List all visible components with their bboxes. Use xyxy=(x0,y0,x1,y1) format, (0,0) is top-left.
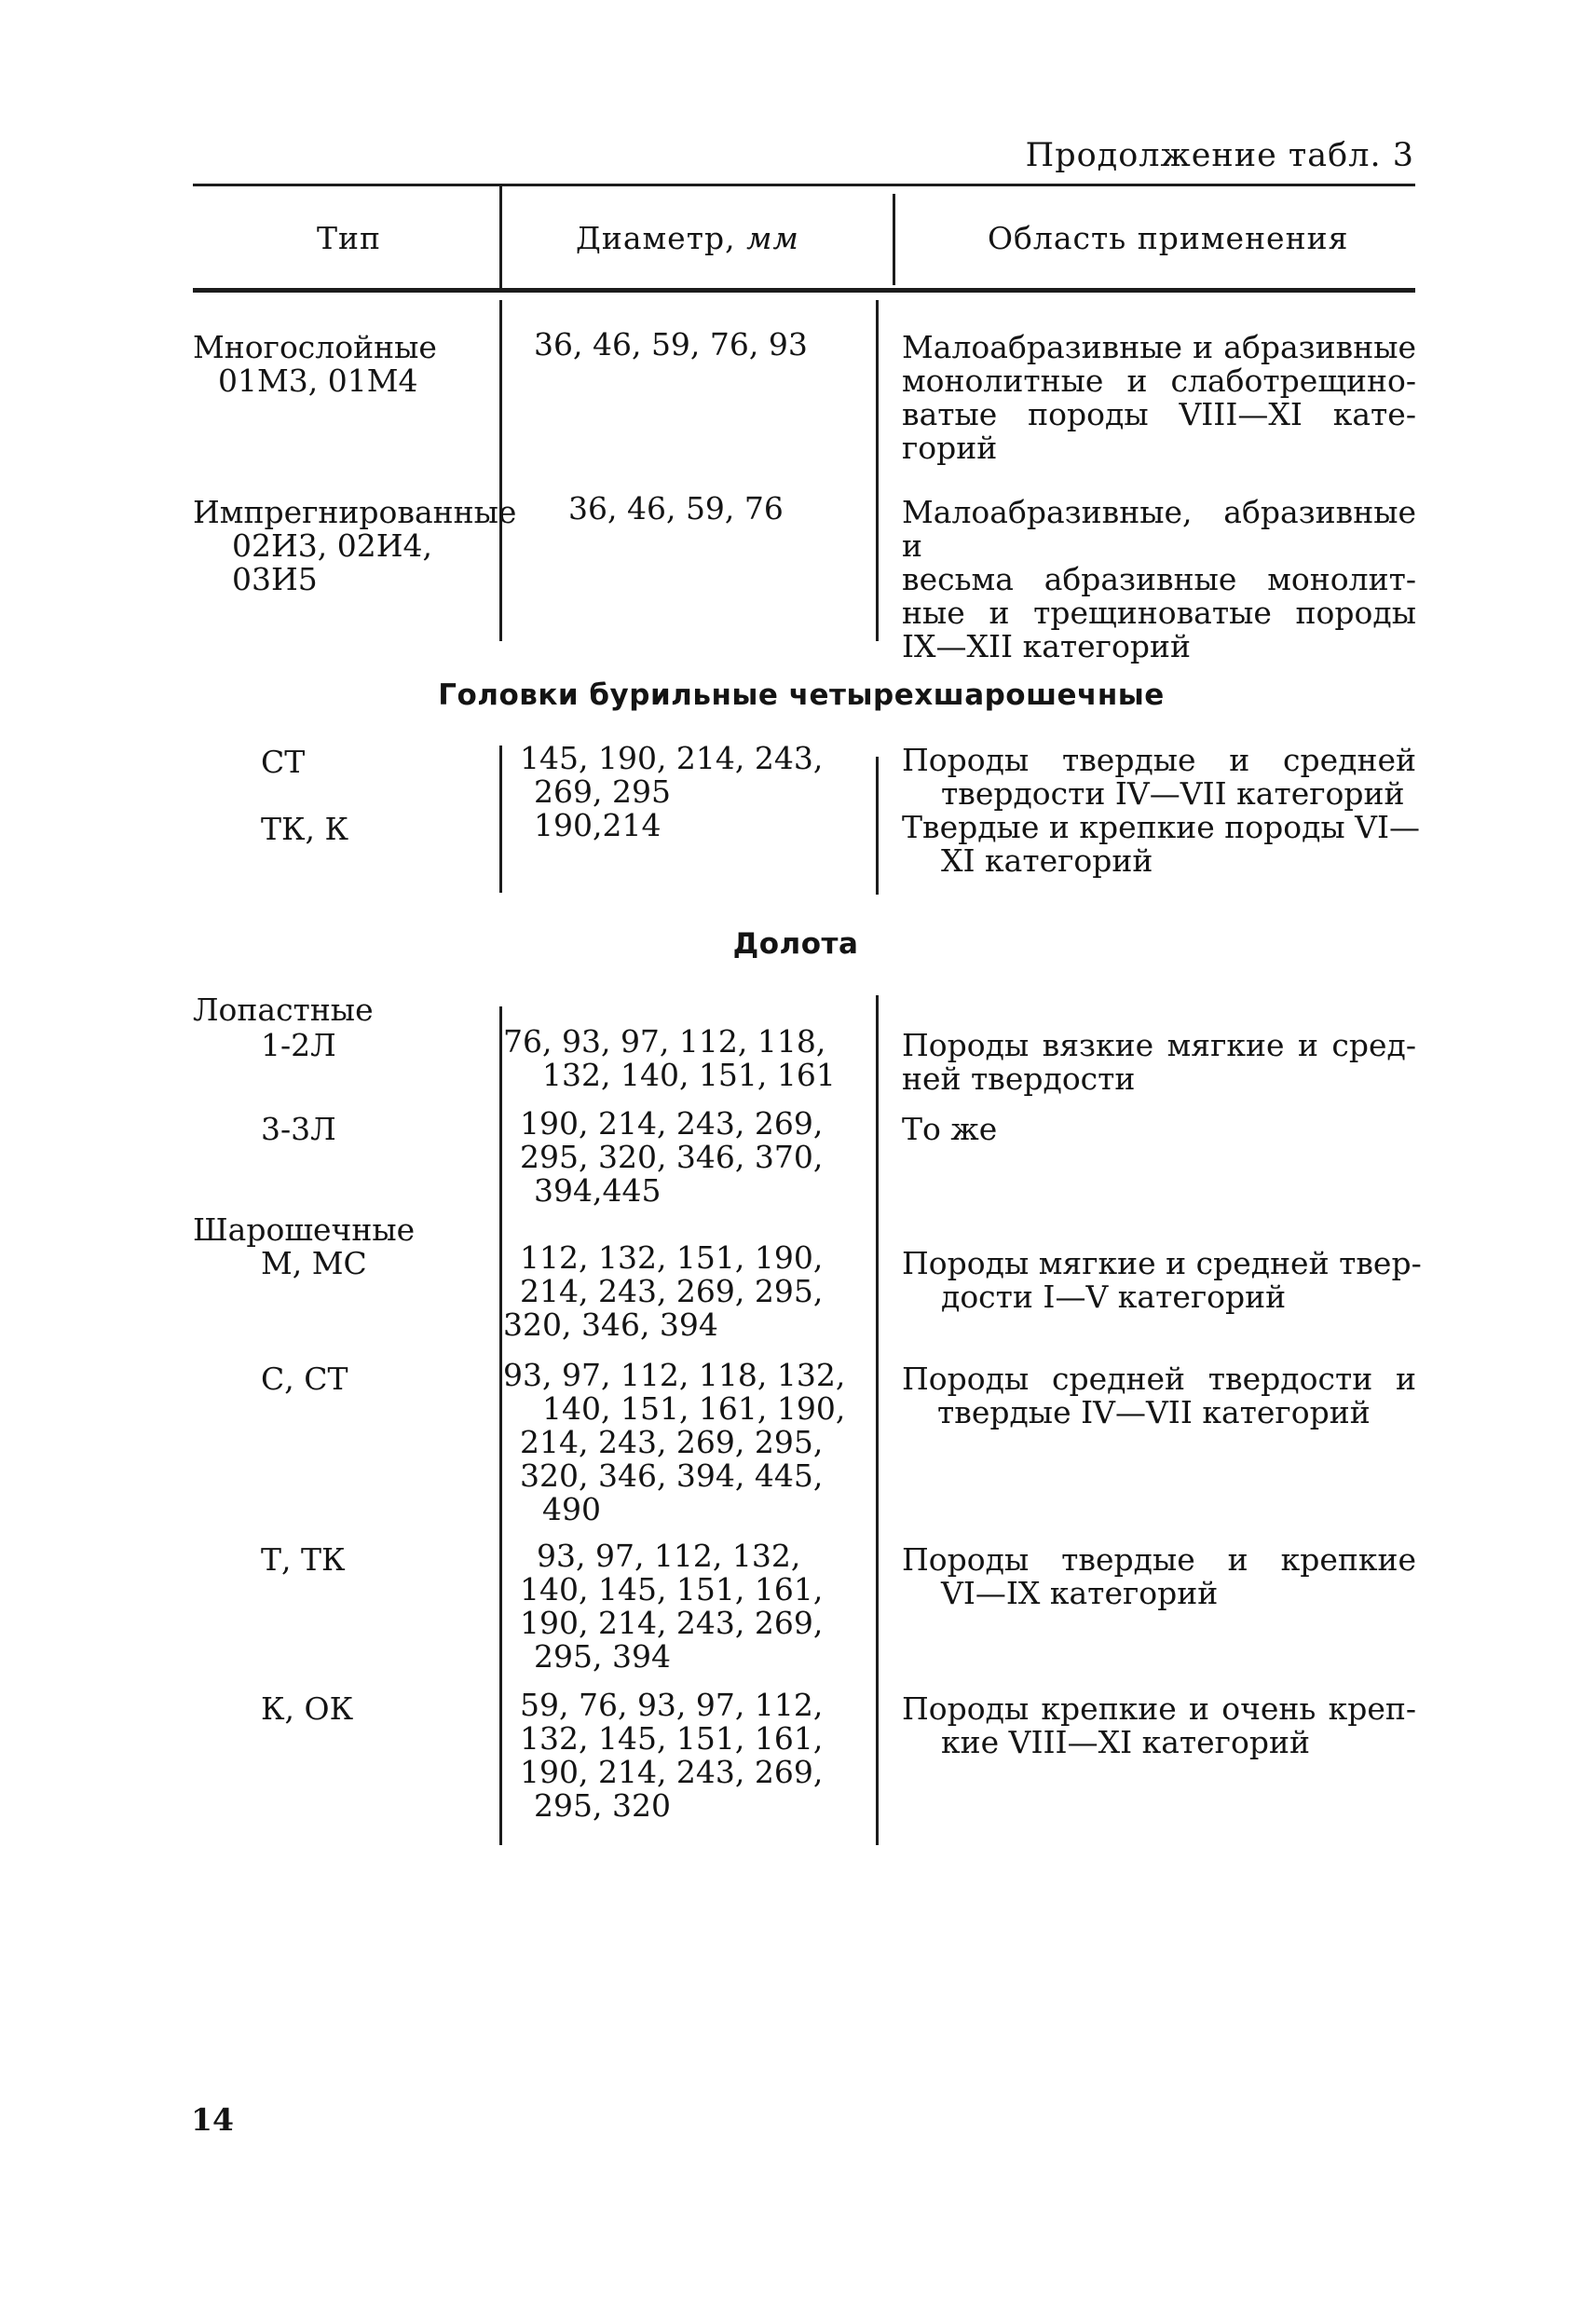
row-k-ok-diameter: 59, 76, 93, 97, 112, 132, 145, 151, 161, 190, 214, 243, 269, 295, 320 xyxy=(520,1687,824,1824)
group-blade-label: Лопастные xyxy=(193,992,374,1028)
row-s-st-type: С, СТ xyxy=(261,1361,348,1397)
table-caption: Продолжение табл. 3 xyxy=(1025,137,1414,174)
column-rule xyxy=(876,300,879,641)
row-st-diameter: 145, 190, 214, 243, 269, 295 xyxy=(520,740,824,810)
row-k-ok-application: Породы крепкие и очень креп- кие VIII—XI категорий xyxy=(902,1690,1416,1760)
row-3-3l-type: 3-3Л xyxy=(261,1111,336,1147)
header-divider-2 xyxy=(893,194,895,285)
row-s-st-application: Породы средней твердости и твердые IV—VII категорий xyxy=(902,1361,1416,1430)
header-diameter: Диаметр, мм xyxy=(576,220,799,256)
group-roller-label: Шарошечные xyxy=(193,1211,416,1248)
header-divider-1 xyxy=(499,186,502,288)
header-type: Тип xyxy=(317,220,381,256)
row-impregnated-application: Малоабразивные, абразивные и весьма абразивные монолит- ные и трещиноватые породы IX—XII категорий xyxy=(902,494,1416,664)
column-rule xyxy=(876,995,879,1845)
section-heading-drill-heads: Головки бурильные четырехшарошечные xyxy=(438,678,1165,712)
row-1-2l-diameter: 76, 93, 97, 112, 118, 132, 140, 151, 161 xyxy=(503,1023,836,1093)
row-impregnated-type: Импрегнированные 02И3, 02И4, 03И5 xyxy=(193,494,517,597)
row-t-tk-application: Породы твердые и крепкие VI—IX категорий xyxy=(902,1541,1416,1611)
row-3-3l-application: То же xyxy=(902,1111,998,1147)
header-bottom-rule xyxy=(193,288,1415,293)
row-tk-k-application: Твердые и крепкие породы VI— XI категорий xyxy=(902,809,1421,879)
row-t-tk-type: Т, ТК xyxy=(261,1541,346,1578)
row-multilayer-diameter: 36, 46, 59, 76, 93 xyxy=(534,326,808,363)
page-number: 14 xyxy=(191,2101,234,2138)
row-k-ok-type: К, ОК xyxy=(261,1690,354,1727)
header-application: Область применения xyxy=(988,220,1349,256)
row-1-2l-type: 1-2Л xyxy=(261,1027,336,1063)
row-1-2l-application: Породы вязкие мягкие и сред- ней твердости xyxy=(902,1027,1416,1097)
header-top-rule xyxy=(193,184,1415,186)
section-heading-bits: Долота xyxy=(732,927,859,961)
row-multilayer-type: Многослойные 01М3, 01М4 xyxy=(193,329,437,399)
column-rule xyxy=(499,1006,502,1845)
row-tk-k-type: ТК, К xyxy=(261,811,349,847)
row-t-tk-diameter: 93, 97, 112, 132, 140, 145, 151, 161, 190, 214, 243, 269, 295, 394 xyxy=(520,1538,824,1675)
row-m-ms-diameter: 112, 132, 151, 190, 214, 243, 269, 295, 320, 346, 394 xyxy=(503,1239,824,1343)
column-rule xyxy=(876,757,879,895)
row-multilayer-application: Малоабразивные и абразивные монолитные и слаботрещино- ватые породы VIII—XI кате- горий xyxy=(902,329,1416,466)
row-st-application: Породы твердые и средней твердости IV—VII категорий xyxy=(902,742,1416,812)
row-tk-k-diameter: 190,214 xyxy=(534,807,662,843)
row-m-ms-type: М, МС xyxy=(261,1245,367,1281)
row-s-st-diameter: 93, 97, 112, 118, 132, 140, 151, 161, 190, 214, 243, 269, 295, 320, 346, 394, 445, 490 xyxy=(503,1357,846,1527)
row-m-ms-application: Породы мягкие и средней твер- дости I—V категорий xyxy=(902,1245,1422,1315)
header-diameter-unit: мм xyxy=(746,220,799,256)
row-st-type: СТ xyxy=(261,744,306,780)
row-3-3l-diameter: 190, 214, 243, 269, 295, 320, 346, 370, 394,445 xyxy=(520,1105,824,1209)
column-rule xyxy=(499,746,502,893)
row-impregnated-diameter: 36, 46, 59, 76 xyxy=(568,490,784,527)
